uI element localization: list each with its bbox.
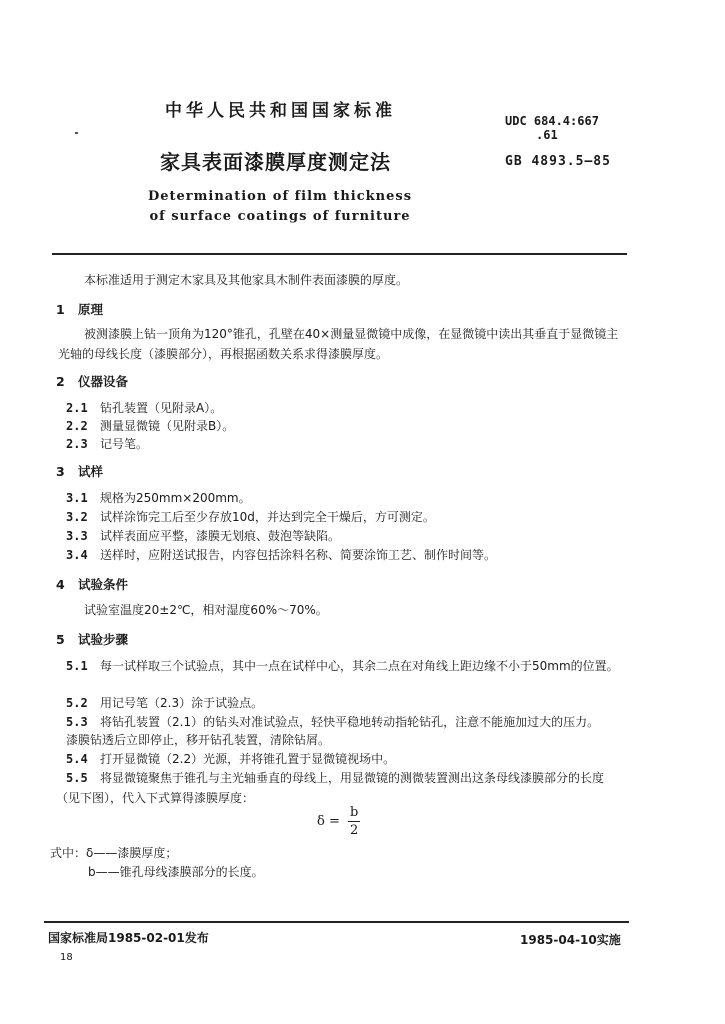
item-text: 试样表面应平整，漆膜无划痕、鼓泡等缺陷。 (100, 529, 341, 543)
item-number: 3.2 (66, 510, 88, 524)
section-3-heading (56, 462, 103, 480)
list-item (66, 488, 251, 508)
section-title: 试验条件 (78, 577, 129, 592)
item-number: 2.1 (66, 401, 88, 415)
issue-date: 国家标准局1985-02-01发布 (48, 931, 209, 945)
list-item (66, 416, 234, 436)
thickness-formula (317, 805, 360, 838)
section-1-heading (56, 300, 103, 318)
step-5-1 (56, 656, 626, 676)
item-text: 将显微镜聚焦于锥孔与主光轴垂直的母线上，用显微镜的测微装置测出这条母线漆膜部分的长度（见下图），代入下式算得漆膜厚度： (56, 771, 605, 805)
udc-code: UDC 684.4:667 (505, 114, 599, 128)
section-title: 仪器设备 (78, 374, 129, 389)
section-number: 3 (56, 464, 65, 479)
formula-numerator: b (350, 805, 359, 820)
section-title: 试验步骤 (78, 632, 129, 647)
header-rule (52, 253, 627, 255)
item-number: 2.2 (66, 419, 88, 433)
item-number: 5.4 (66, 752, 88, 766)
section-number: 2 (56, 374, 65, 389)
item-text: 规格为250mm×200mm。 (100, 491, 251, 505)
scan-speck (75, 132, 78, 134)
list-item (66, 434, 148, 454)
intro-text: 本标准适用于测定木家具及其他家具木制件表面漆膜的厚度。 (84, 273, 409, 287)
item-text: 测量显微镜（见附录B）。 (100, 419, 235, 433)
formula-lhs: δ = (317, 814, 340, 829)
step-5-3 (66, 712, 599, 732)
section-5-heading (56, 630, 128, 648)
item-number: 5.3 (66, 715, 88, 729)
list-item (66, 507, 435, 527)
effective-date: 1985-04-10实施 (520, 933, 621, 947)
item-number: 5.1 (66, 659, 88, 673)
list-item (66, 545, 496, 565)
list-item (66, 526, 340, 546)
section-4-text: 试验室温度20±2℃，相对湿度60%～70%。 (84, 603, 328, 617)
section-2-heading (56, 372, 128, 390)
item-number: 2.3 (66, 437, 88, 451)
item-text: 钻孔装置（见附录A）。 (100, 401, 223, 415)
section-number: 1 (56, 302, 65, 317)
item-number: 5.2 (66, 696, 88, 710)
section-title: 原理 (78, 302, 104, 317)
item-text: 将钻孔装置（2.1）的钻头对准试验点，轻快平稳地转动指轮钻孔，注意不能施加过大的压力。 (100, 715, 600, 729)
section-1-text: 被测漆膜上钻一顶角为120°锥孔，孔壁在40×测量显微镜中成像，在显微镜中读出其垂直于显微镜主光轴的母线长度（漆膜部分），再根据函数关系求得漆膜厚度。 (58, 327, 619, 361)
section-number: 5 (56, 632, 65, 647)
section-4-heading (56, 575, 128, 593)
title-english: Determination of film thickness of surface coatings of furniture (147, 189, 413, 224)
legend-delta: 式中：δ——漆膜厚度； (50, 846, 178, 860)
item-text: 用记号笔（2.3）涂于试验点。 (100, 696, 264, 710)
item-number: 3.1 (66, 491, 88, 505)
item-number: 5.5 (66, 771, 88, 785)
section-number: 4 (56, 577, 65, 592)
item-text: 每一试样取三个试验点，其中一点在试样中心，其余二点在对角线上距边缘不小于50mm的位置。 (100, 659, 619, 673)
item-text: 试样涂饰完工后至少存放10d，并达到完全干燥后，方可测定。 (100, 510, 435, 524)
legend-b: b——锥孔母线漆膜部分的长度。 (88, 865, 264, 879)
gb-code: GB 4893.5—85 (505, 154, 611, 169)
formula-fraction (348, 805, 360, 838)
section-title: 试样 (78, 464, 104, 479)
step-5-3-cont: 漆膜钻透后立即停止，移开钻孔装置，清除钻屑。 (66, 733, 331, 747)
item-text: 打开显微镜（2.2）光源，并将锥孔置于显微镜视场中。 (100, 752, 396, 766)
item-number: 3.4 (66, 548, 88, 562)
standard-type: 中华人民共和国国家标准 (165, 101, 396, 121)
formula-denominator: 2 (350, 823, 359, 838)
title-chinese: 家具表面漆膜厚度测定法 (160, 150, 391, 174)
page-number: 18 (60, 952, 73, 963)
step-5-2 (66, 693, 263, 713)
item-number: 3.3 (66, 529, 88, 543)
udc-code-cont: .61 (536, 128, 558, 142)
step-5-4 (66, 749, 395, 769)
item-text: 送样时，应附送试报告，内容包括涂料名称、简要涂饰工艺、制作时间等。 (100, 548, 497, 562)
footer-rule (44, 921, 629, 923)
step-5-5 (56, 768, 626, 808)
list-item (66, 398, 222, 418)
item-text: 记号笔。 (100, 437, 149, 451)
